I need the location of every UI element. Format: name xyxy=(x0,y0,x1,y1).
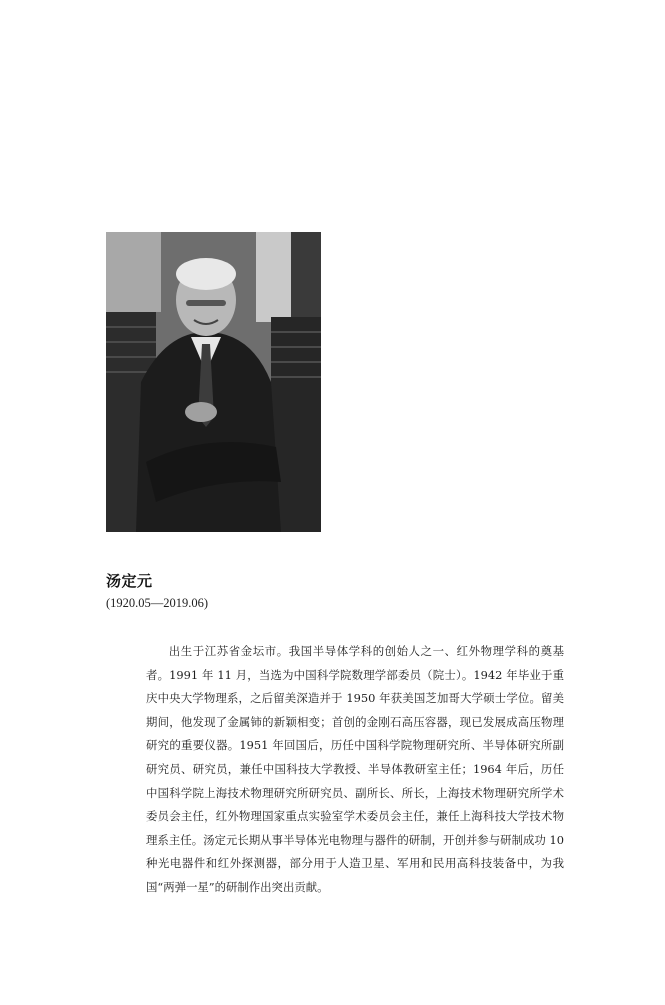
person-dates: (1920.05—2019.06) xyxy=(106,596,209,610)
portrait-photo xyxy=(106,232,321,532)
biography-text xyxy=(146,640,564,900)
person-name: 汤定元 xyxy=(106,572,153,590)
biography-paragraph: 出生于江苏省金坛市。我国半导体学科的创始人之一、红外物理学科的奠基者。1991 年 11 月，当选为中国科学院数理学部委员（院士）。1942 年毕业于重庆中央大学物理系，之后留美深造并于 1950 年获美国芝加哥大学硕士学位。留美期间，他发现了金属铈的新颖相变；首创的金刚石高压容器，现已发展成高压物理研究的重要仪器。1951 年回国后，历任中国科学院物理研究所、半导体研究所副研究员、研究员，兼任中国科技大学教授、半导体教研室主任；1964 年后，历任中国科学院上海技术物理研究所研究员、副所长、所长，上海技术物理研究所学术委员会主任，红外物理国家重点实验室学术委员会主任，兼任上海科技大学技术物理系主任。汤定元长期从事半导体光电物理与器件的研制，开创并参与研制成功 10 种光电器件和红外探测器，部分用于人造卫星、军用和民用高科技装备中，为我国“两弹一星”的研制作出突出贡献。 xyxy=(146,644,564,894)
